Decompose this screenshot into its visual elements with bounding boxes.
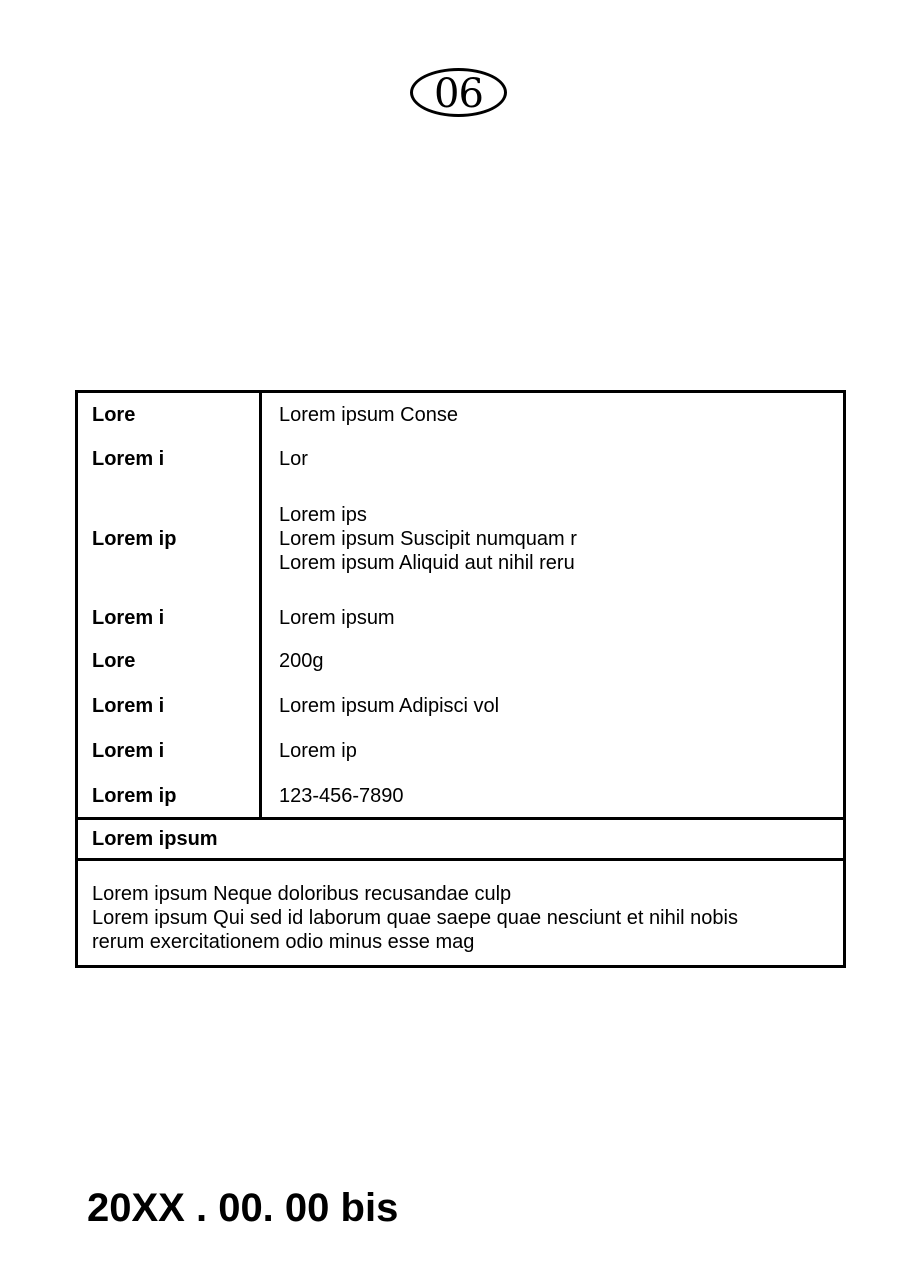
row-value-3-line-3: Lorem ipsum Aliquid aut nihil reru [279,552,575,574]
spec-table [75,390,846,968]
row-value-3 [279,503,577,575]
row-label-6: Lorem i [92,695,165,717]
page-number: 06 [434,70,483,117]
row-label-5: Lore [92,650,136,672]
row-value-6: Lorem ipsum Adipisci vol [279,695,500,717]
footer-date: 20XX . 00. 00 bis [87,1186,399,1230]
row-value-1: Lorem ipsum Conse [279,404,458,426]
section-divider-top [78,817,843,820]
row-label-1: Lore [92,404,136,426]
column-divider [259,393,262,820]
row-value-7: Lorem ip [279,740,357,762]
row-value-8: 123-456-7890 [279,785,404,807]
section-line-2: Lorem ipsum Qui sed id laborum quae saepe quae nesciunt et nihil nobis [92,907,738,929]
row-value-4: Lorem ipsum [279,607,395,629]
row-label-7: Lorem i [92,740,165,762]
row-value-3-line-2: Lorem ipsum Suscipit numquam r [279,528,577,550]
section-line-1: Lorem ipsum Neque doloribus recusandae culp [92,883,512,905]
section-body [92,882,738,954]
page-number-badge [410,68,507,117]
row-value-5: 200g [279,650,324,672]
section-line-3: rerum exercitationem odio minus esse mag [92,931,475,953]
section-divider-bottom [78,858,843,861]
row-label-2: Lorem i [92,448,165,470]
row-value-3-line-1: Lorem ips [279,504,367,526]
section-title: Lorem ipsum [92,828,218,850]
row-label-4: Lorem i [92,607,165,629]
row-value-2: Lor [279,448,308,470]
row-label-3: Lorem ip [92,528,177,550]
row-label-8: Lorem ip [92,785,177,807]
